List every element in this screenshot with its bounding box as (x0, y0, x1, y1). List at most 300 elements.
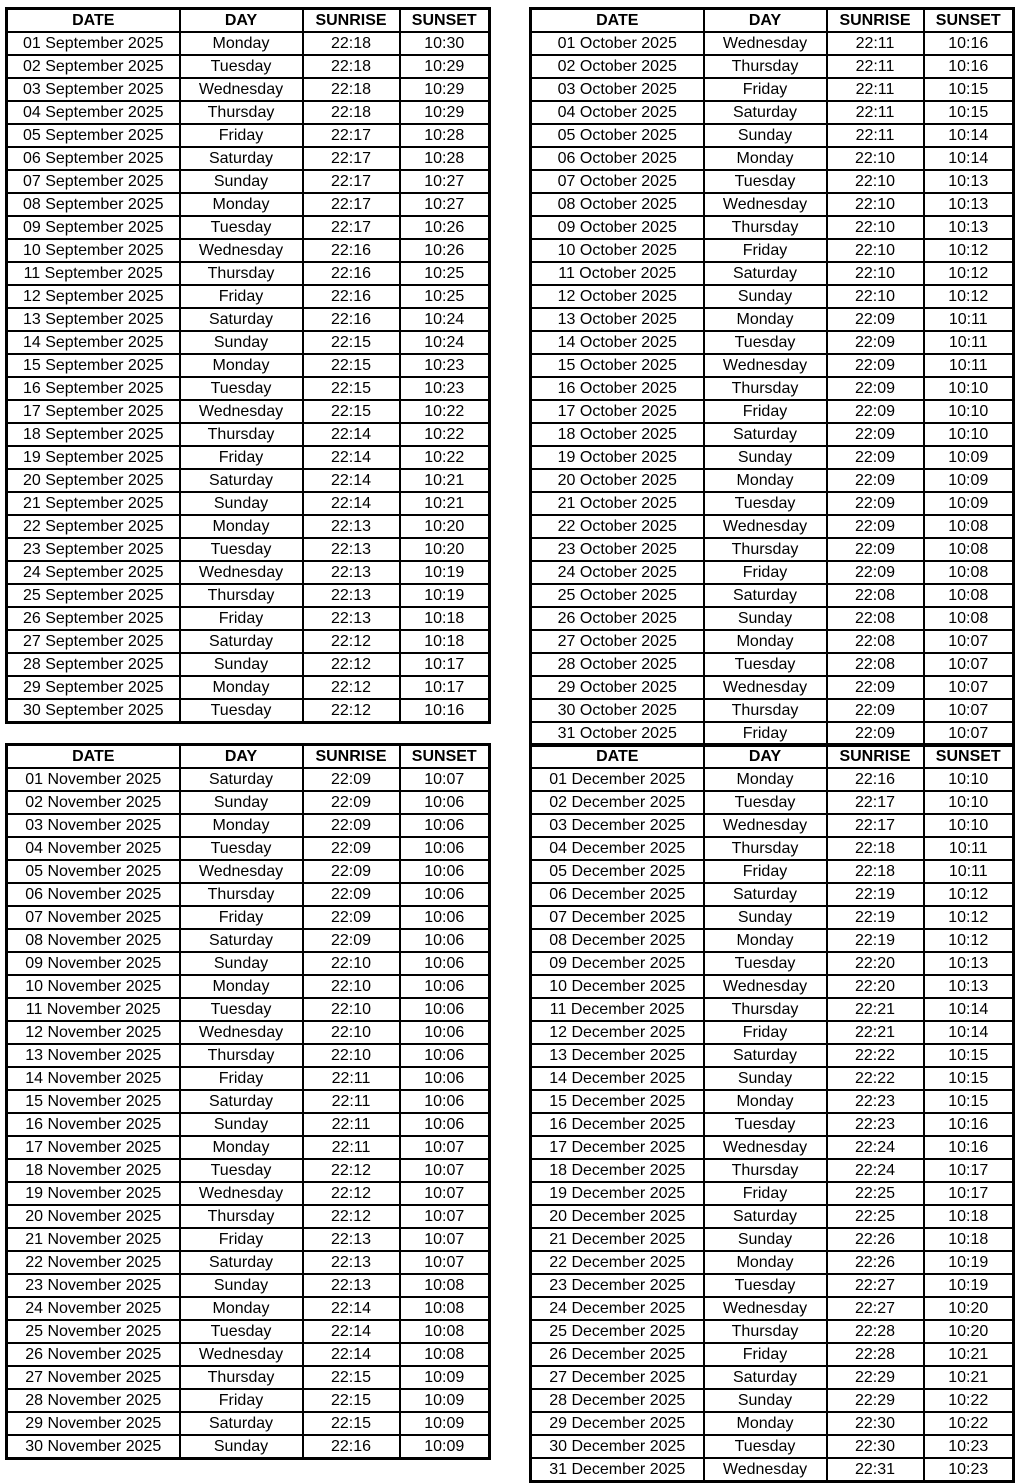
sunset-cell: 10:17 (924, 1159, 1014, 1182)
sunrise-cell: 22:09 (827, 492, 924, 515)
sunset-cell: 10:22 (924, 1412, 1014, 1435)
date-header: DATE (531, 9, 704, 33)
day-cell: Saturday (180, 1412, 303, 1435)
table-row (7, 1389, 490, 1412)
sunset-cell: 10:16 (924, 1136, 1014, 1159)
sunrise-cell: 22:10 (303, 1021, 400, 1044)
date-cell: 02 October 2025 (531, 55, 704, 78)
table-row (531, 699, 1014, 722)
date-cell: 06 November 2025 (7, 883, 180, 906)
day-cell: Sunday (180, 170, 303, 193)
table-row (7, 1205, 490, 1228)
sunset-cell: 10:09 (400, 1366, 490, 1389)
september-table (5, 7, 491, 724)
sunrise-cell: 22:13 (303, 1251, 400, 1274)
table-row (531, 492, 1014, 515)
date-cell: 22 October 2025 (531, 515, 704, 538)
sunset-cell: 10:06 (400, 837, 490, 860)
sunset-cell: 10:09 (924, 469, 1014, 492)
sunrise-cell: 22:14 (303, 423, 400, 446)
sunset-cell: 10:15 (924, 78, 1014, 101)
date-cell: 06 September 2025 (7, 147, 180, 170)
sunset-cell: 10:16 (924, 55, 1014, 78)
day-cell: Friday (704, 400, 827, 423)
day-cell: Tuesday (704, 653, 827, 676)
sunrise-cell: 22:14 (303, 446, 400, 469)
table-row (7, 32, 490, 55)
sunset-cell: 10:21 (400, 492, 490, 515)
day-cell: Thursday (704, 837, 827, 860)
date-cell: 09 October 2025 (531, 216, 704, 239)
day-cell: Tuesday (704, 952, 827, 975)
sunrise-cell: 22:09 (303, 791, 400, 814)
table-row (531, 929, 1014, 952)
date-cell: 14 November 2025 (7, 1067, 180, 1090)
table-row (531, 308, 1014, 331)
sunrise-cell: 22:14 (303, 1297, 400, 1320)
sunset-cell: 10:15 (924, 1044, 1014, 1067)
sunset-cell: 10:17 (924, 1182, 1014, 1205)
day-cell: Thursday (704, 1320, 827, 1343)
table-row (531, 515, 1014, 538)
table-row (7, 860, 490, 883)
sunrise-cell: 22:17 (303, 193, 400, 216)
day-cell: Saturday (704, 1205, 827, 1228)
table-row (7, 446, 490, 469)
sunrise-cell: 22:10 (827, 239, 924, 262)
sunset-cell: 10:06 (400, 998, 490, 1021)
header-row (7, 745, 490, 769)
sunset-cell: 10:06 (400, 929, 490, 952)
sunrise-cell: 22:11 (303, 1136, 400, 1159)
sunset-cell: 10:06 (400, 952, 490, 975)
date-cell: 17 October 2025 (531, 400, 704, 423)
table-row (7, 1113, 490, 1136)
sunrise-cell: 22:13 (303, 561, 400, 584)
table-row (531, 722, 1014, 746)
sunset-cell: 10:07 (400, 1205, 490, 1228)
table-row (531, 1320, 1014, 1343)
sunrise-cell: 22:21 (827, 998, 924, 1021)
day-cell: Wednesday (704, 354, 827, 377)
date-cell: 25 December 2025 (531, 1320, 704, 1343)
day-cell: Sunday (180, 331, 303, 354)
table-row (7, 837, 490, 860)
sunrise-cell: 22:15 (303, 1412, 400, 1435)
table-row (7, 515, 490, 538)
date-header: DATE (531, 745, 704, 769)
day-cell: Saturday (180, 147, 303, 170)
date-cell: 14 December 2025 (531, 1067, 704, 1090)
day-cell: Friday (180, 1228, 303, 1251)
sunset-cell: 10:29 (400, 101, 490, 124)
table-row (7, 377, 490, 400)
sunrise-cell: 22:27 (827, 1274, 924, 1297)
sunset-cell: 10:17 (400, 676, 490, 699)
table-row (531, 1343, 1014, 1366)
sunrise-cell: 22:14 (303, 469, 400, 492)
sunrise-cell: 22:17 (303, 216, 400, 239)
table-row (531, 1067, 1014, 1090)
day-header: DAY (180, 9, 303, 33)
sunset-cell: 10:18 (924, 1205, 1014, 1228)
date-cell: 12 September 2025 (7, 285, 180, 308)
table-row (7, 331, 490, 354)
table-row (531, 1044, 1014, 1067)
table-row (7, 607, 490, 630)
day-cell: Sunday (704, 906, 827, 929)
sunrise-cell: 22:10 (827, 147, 924, 170)
date-cell: 06 October 2025 (531, 147, 704, 170)
sunset-cell: 10:23 (924, 1435, 1014, 1458)
date-cell: 10 November 2025 (7, 975, 180, 998)
day-cell: Friday (704, 860, 827, 883)
table-row (7, 170, 490, 193)
table-row (7, 561, 490, 584)
sunset-cell: 10:09 (400, 1389, 490, 1412)
sunset-cell: 10:16 (924, 1113, 1014, 1136)
date-cell: 08 September 2025 (7, 193, 180, 216)
day-cell: Thursday (180, 423, 303, 446)
sunset-cell: 10:07 (924, 653, 1014, 676)
day-cell: Tuesday (704, 331, 827, 354)
sunrise-cell: 22:08 (827, 630, 924, 653)
sunrise-header: SUNRISE (303, 745, 400, 769)
day-cell: Tuesday (180, 699, 303, 723)
day-cell: Saturday (180, 929, 303, 952)
table-row (531, 400, 1014, 423)
table-row (7, 1320, 490, 1343)
sunrise-cell: 22:24 (827, 1159, 924, 1182)
table-row (7, 814, 490, 837)
sunrise-cell: 22:09 (303, 906, 400, 929)
day-cell: Sunday (704, 1067, 827, 1090)
sunset-cell: 10:24 (400, 331, 490, 354)
table-row (531, 653, 1014, 676)
sunrise-cell: 22:09 (303, 929, 400, 952)
sunset-cell: 10:18 (400, 630, 490, 653)
sunrise-cell: 22:16 (827, 768, 924, 791)
day-cell: Wednesday (180, 1343, 303, 1366)
date-cell: 09 November 2025 (7, 952, 180, 975)
sunrise-cell: 22:17 (827, 791, 924, 814)
table-row (7, 124, 490, 147)
sunset-cell: 10:08 (400, 1274, 490, 1297)
sunset-cell: 10:10 (924, 791, 1014, 814)
sunrise-cell: 22:19 (827, 906, 924, 929)
table-row (7, 1343, 490, 1366)
table-row (531, 1251, 1014, 1274)
day-cell: Sunday (180, 1274, 303, 1297)
table-row (531, 952, 1014, 975)
sunrise-cell: 22:11 (827, 124, 924, 147)
table-row (7, 262, 490, 285)
date-cell: 20 November 2025 (7, 1205, 180, 1228)
sunset-cell: 10:27 (400, 170, 490, 193)
table-row (7, 906, 490, 929)
table-row (7, 1297, 490, 1320)
date-cell: 29 November 2025 (7, 1412, 180, 1435)
day-cell: Monday (180, 32, 303, 55)
sunset-cell: 10:20 (924, 1297, 1014, 1320)
day-cell: Monday (180, 975, 303, 998)
date-cell: 13 October 2025 (531, 308, 704, 331)
date-cell: 16 October 2025 (531, 377, 704, 400)
date-cell: 14 September 2025 (7, 331, 180, 354)
sunrise-cell: 22:09 (303, 768, 400, 791)
sunrise-header: SUNRISE (827, 745, 924, 769)
day-header: DAY (704, 9, 827, 33)
sunset-cell: 10:06 (400, 1021, 490, 1044)
day-cell: Wednesday (180, 400, 303, 423)
day-cell: Thursday (180, 883, 303, 906)
day-cell: Wednesday (704, 1458, 827, 1482)
sunrise-cell: 22:18 (303, 32, 400, 55)
sunrise-cell: 22:09 (827, 515, 924, 538)
sunset-cell: 10:13 (924, 952, 1014, 975)
day-cell: Thursday (704, 699, 827, 722)
sunset-cell: 10:06 (400, 975, 490, 998)
date-cell: 21 September 2025 (7, 492, 180, 515)
sunset-cell: 10:08 (400, 1297, 490, 1320)
date-cell: 26 December 2025 (531, 1343, 704, 1366)
header-row (531, 9, 1014, 33)
sunset-cell: 10:30 (400, 32, 490, 55)
sunset-cell: 10:06 (400, 791, 490, 814)
header-row (531, 745, 1014, 769)
day-cell: Friday (704, 722, 827, 746)
sunset-cell: 10:12 (924, 285, 1014, 308)
table-row (531, 55, 1014, 78)
table-row (531, 78, 1014, 101)
table-row (7, 1044, 490, 1067)
day-cell: Monday (180, 814, 303, 837)
sunrise-cell: 22:09 (827, 377, 924, 400)
sunrise-cell: 22:09 (303, 883, 400, 906)
day-cell: Saturday (704, 584, 827, 607)
sunset-cell: 10:22 (400, 400, 490, 423)
sunset-cell: 10:13 (924, 216, 1014, 239)
date-cell: 24 September 2025 (7, 561, 180, 584)
sunrise-cell: 22:11 (303, 1113, 400, 1136)
sunset-cell: 10:14 (924, 998, 1014, 1021)
sunrise-cell: 22:09 (827, 331, 924, 354)
sunrise-cell: 22:09 (827, 722, 924, 746)
table-row (7, 584, 490, 607)
sunset-cell: 10:21 (924, 1343, 1014, 1366)
date-cell: 28 December 2025 (531, 1389, 704, 1412)
sunset-cell: 10:28 (400, 147, 490, 170)
table-row (7, 400, 490, 423)
sunrise-cell: 22:11 (827, 78, 924, 101)
date-cell: 03 September 2025 (7, 78, 180, 101)
date-cell: 05 October 2025 (531, 124, 704, 147)
table-row (531, 170, 1014, 193)
table-row (7, 768, 490, 791)
sunset-cell: 10:07 (924, 722, 1014, 746)
sunrise-cell: 22:26 (827, 1228, 924, 1251)
date-cell: 10 December 2025 (531, 975, 704, 998)
table-row (7, 78, 490, 101)
day-cell: Sunday (180, 653, 303, 676)
date-cell: 13 November 2025 (7, 1044, 180, 1067)
sunset-cell: 10:12 (924, 239, 1014, 262)
table-row (531, 331, 1014, 354)
sunset-cell: 10:22 (400, 423, 490, 446)
sunset-cell: 10:20 (924, 1320, 1014, 1343)
day-cell: Monday (704, 768, 827, 791)
table-row (7, 1159, 490, 1182)
day-cell: Wednesday (704, 515, 827, 538)
sunset-cell: 10:23 (400, 377, 490, 400)
day-cell: Monday (180, 676, 303, 699)
sunrise-cell: 22:16 (303, 308, 400, 331)
sunset-cell: 10:26 (400, 216, 490, 239)
table-row (7, 101, 490, 124)
sunset-cell: 10:07 (924, 699, 1014, 722)
sunrise-cell: 22:28 (827, 1320, 924, 1343)
sunrise-cell: 22:17 (303, 170, 400, 193)
sunrise-cell: 22:15 (303, 331, 400, 354)
day-cell: Tuesday (704, 1435, 827, 1458)
date-cell: 29 September 2025 (7, 676, 180, 699)
sunrise-cell: 22:09 (827, 400, 924, 423)
day-cell: Sunday (704, 285, 827, 308)
sunset-header: SUNSET (400, 9, 490, 33)
date-cell: 18 October 2025 (531, 423, 704, 446)
table-row (531, 791, 1014, 814)
sunrise-cell: 22:09 (303, 814, 400, 837)
day-cell: Sunday (704, 446, 827, 469)
date-cell: 17 September 2025 (7, 400, 180, 423)
table-row (531, 1228, 1014, 1251)
table-row (7, 883, 490, 906)
day-cell: Monday (704, 308, 827, 331)
day-cell: Tuesday (180, 55, 303, 78)
day-cell: Friday (704, 561, 827, 584)
day-cell: Sunday (180, 791, 303, 814)
sunrise-cell: 22:21 (827, 1021, 924, 1044)
table-row (531, 193, 1014, 216)
table-row (531, 814, 1014, 837)
sunset-cell: 10:11 (924, 331, 1014, 354)
sunrise-cell: 22:29 (827, 1389, 924, 1412)
day-cell: Tuesday (704, 170, 827, 193)
day-cell: Thursday (704, 216, 827, 239)
sunset-cell: 10:11 (924, 860, 1014, 883)
date-cell: 25 November 2025 (7, 1320, 180, 1343)
date-cell: 07 November 2025 (7, 906, 180, 929)
date-cell: 11 December 2025 (531, 998, 704, 1021)
sunset-cell: 10:14 (924, 124, 1014, 147)
table-row (7, 1182, 490, 1205)
day-cell: Tuesday (180, 1320, 303, 1343)
date-cell: 21 November 2025 (7, 1228, 180, 1251)
table-row (531, 1297, 1014, 1320)
table-row (531, 883, 1014, 906)
date-cell: 12 October 2025 (531, 285, 704, 308)
day-cell: Thursday (180, 101, 303, 124)
header-row (7, 9, 490, 33)
date-cell: 12 November 2025 (7, 1021, 180, 1044)
sunrise-cell: 22:10 (827, 193, 924, 216)
date-cell: 10 October 2025 (531, 239, 704, 262)
day-cell: Saturday (704, 262, 827, 285)
sunset-cell: 10:22 (400, 446, 490, 469)
day-cell: Wednesday (704, 676, 827, 699)
day-cell: Tuesday (704, 791, 827, 814)
day-cell: Monday (704, 469, 827, 492)
november-table (5, 743, 491, 1460)
day-cell: Thursday (180, 1366, 303, 1389)
sunset-cell: 10:13 (924, 170, 1014, 193)
date-cell: 27 November 2025 (7, 1366, 180, 1389)
day-cell: Thursday (180, 584, 303, 607)
day-cell: Tuesday (180, 837, 303, 860)
sunset-cell: 10:29 (400, 78, 490, 101)
date-cell: 19 December 2025 (531, 1182, 704, 1205)
sunrise-header: SUNRISE (827, 9, 924, 33)
sunset-cell: 10:16 (924, 32, 1014, 55)
day-cell: Thursday (704, 998, 827, 1021)
day-cell: Saturday (180, 630, 303, 653)
date-cell: 30 October 2025 (531, 699, 704, 722)
day-cell: Tuesday (180, 216, 303, 239)
day-cell: Monday (180, 515, 303, 538)
date-cell: 11 November 2025 (7, 998, 180, 1021)
day-cell: Tuesday (704, 492, 827, 515)
table-row (531, 1274, 1014, 1297)
day-cell: Monday (180, 1297, 303, 1320)
sunrise-cell: 22:14 (303, 1343, 400, 1366)
day-cell: Tuesday (704, 1274, 827, 1297)
sunset-cell: 10:10 (924, 423, 1014, 446)
sunrise-cell: 22:10 (827, 285, 924, 308)
sunrise-cell: 22:18 (303, 78, 400, 101)
day-cell: Tuesday (704, 1113, 827, 1136)
day-cell: Saturday (704, 1366, 827, 1389)
table-row (531, 1366, 1014, 1389)
sunrise-cell: 22:16 (303, 285, 400, 308)
date-cell: 03 October 2025 (531, 78, 704, 101)
date-cell: 11 October 2025 (531, 262, 704, 285)
day-cell: Tuesday (180, 538, 303, 561)
sunset-cell: 10:12 (924, 262, 1014, 285)
sunset-cell: 10:15 (924, 1090, 1014, 1113)
sunset-cell: 10:07 (400, 768, 490, 791)
table-row (531, 1113, 1014, 1136)
sunset-cell: 10:12 (924, 906, 1014, 929)
sunset-cell: 10:28 (400, 124, 490, 147)
sunset-cell: 10:08 (924, 584, 1014, 607)
date-cell: 03 November 2025 (7, 814, 180, 837)
date-cell: 05 December 2025 (531, 860, 704, 883)
sunset-cell: 10:27 (400, 193, 490, 216)
table-row (7, 354, 490, 377)
table-row (531, 101, 1014, 124)
date-cell: 09 September 2025 (7, 216, 180, 239)
day-cell: Friday (180, 285, 303, 308)
day-cell: Wednesday (180, 1021, 303, 1044)
date-cell: 29 December 2025 (531, 1412, 704, 1435)
date-cell: 01 November 2025 (7, 768, 180, 791)
sunset-cell: 10:07 (924, 676, 1014, 699)
sunrise-cell: 22:13 (303, 1228, 400, 1251)
sunrise-cell: 22:09 (827, 469, 924, 492)
date-cell: 21 October 2025 (531, 492, 704, 515)
day-cell: Sunday (704, 1228, 827, 1251)
date-cell: 24 November 2025 (7, 1297, 180, 1320)
